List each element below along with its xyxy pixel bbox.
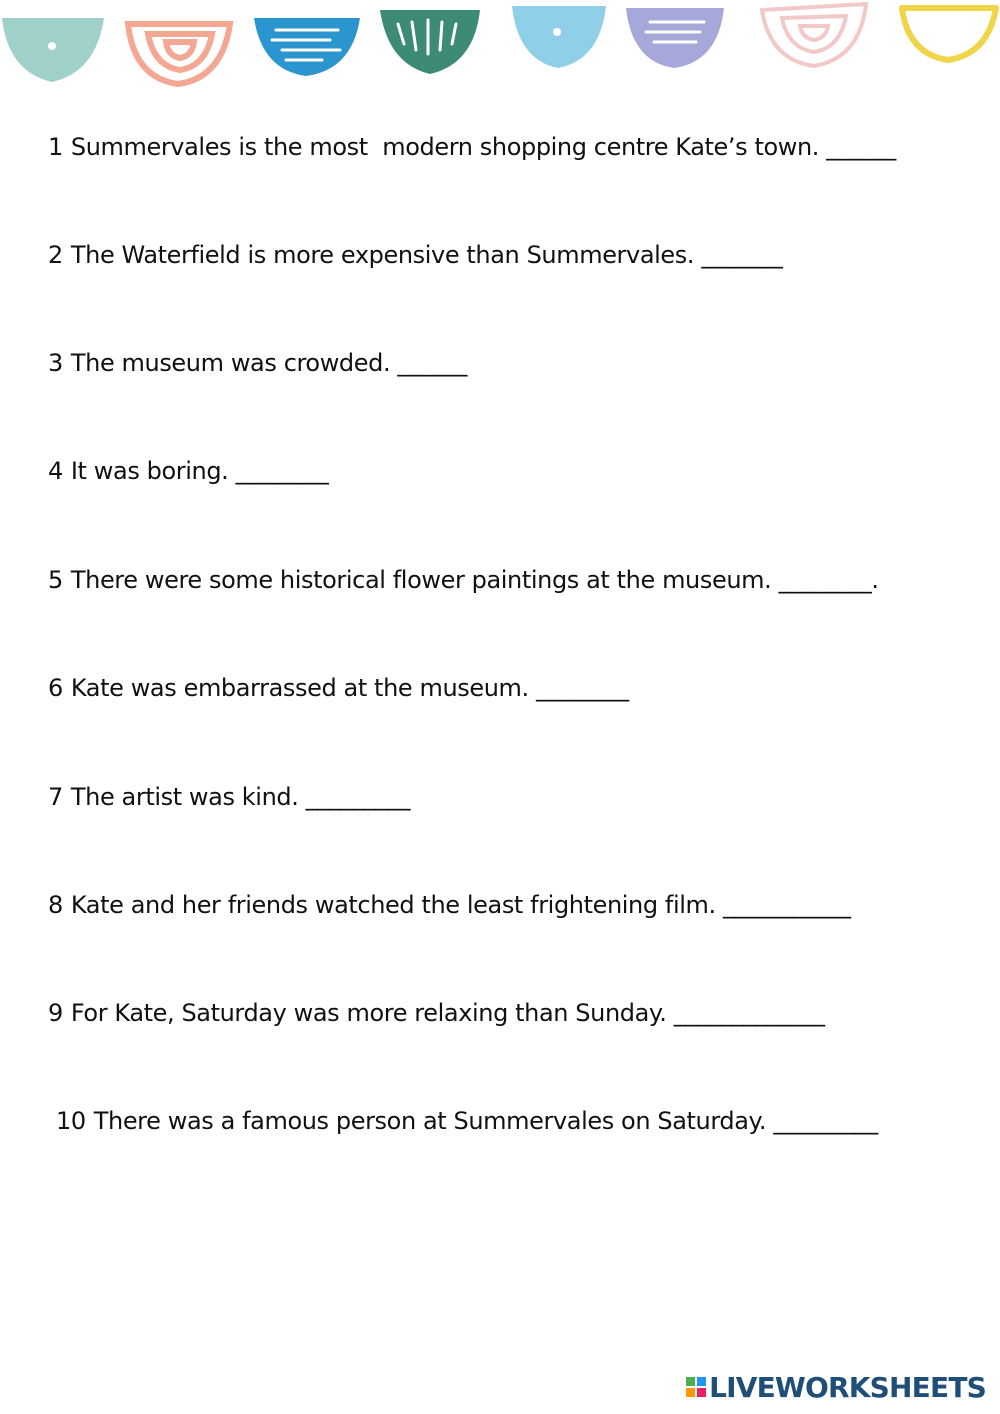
question-item: [48, 673, 988, 703]
question-number: 7: [48, 783, 63, 811]
decorative-bowls-banner: [0, 0, 1000, 95]
question-number: 2: [48, 241, 63, 269]
question-item: [48, 240, 988, 270]
question-item: [56, 1106, 996, 1136]
question-text: It was boring. ________: [70, 457, 329, 485]
question-text: Kate was embarrassed at the museum. ________: [70, 674, 629, 702]
question-number: 8: [48, 891, 63, 919]
question-item: [48, 998, 988, 1028]
question-number: 1: [48, 133, 63, 161]
yellow-outline-bowl-icon: [902, 8, 996, 60]
light-blue-bowl-icon: [512, 6, 606, 68]
question-number: 6: [48, 674, 63, 702]
question-number: 9: [48, 999, 63, 1027]
liveworksheets-brand-text: LIVEWORKSHEETS: [709, 1370, 986, 1404]
question-text: Kate and her friends watched the least frightening film. ___________: [70, 891, 851, 919]
question-number: 4: [48, 457, 63, 485]
blue-striped-bowl-icon: [254, 18, 360, 76]
question-number: 10: [56, 1107, 86, 1135]
question-text: For Kate, Saturday was more relaxing than Sunday. _____________: [70, 999, 825, 1027]
question-item: [48, 348, 988, 378]
lavender-striped-bowl-icon: [626, 8, 724, 68]
question-text: Summervales is the most modern shopping centre Kate’s town. ______: [70, 133, 896, 161]
question-item: [48, 456, 988, 486]
question-item: [48, 132, 988, 162]
liveworksheets-logo: [685, 1372, 986, 1402]
question-number: 3: [48, 349, 63, 377]
question-item: [48, 782, 988, 812]
question-text: The Waterfield is more expensive than Summervales. _______: [70, 241, 783, 269]
question-text: The museum was crowded. ______: [70, 349, 468, 377]
question-text: The artist was kind. _________: [70, 783, 411, 811]
question-text: There were some historical flower paintings at the museum. ________.: [70, 566, 879, 594]
question-item: [48, 890, 988, 920]
question-number: 5: [48, 566, 63, 594]
question-item: [48, 565, 988, 595]
green-striped-bowl-icon: [380, 10, 480, 74]
pale-pink-spiral-bowl-icon: [762, 4, 866, 66]
teal-bowl-icon: [2, 18, 104, 82]
question-text: There was a famous person at Summervales on Saturday. _________: [93, 1107, 878, 1135]
liveworksheets-logo-icon: [685, 1376, 707, 1398]
salmon-spiral-bowl-icon: [128, 24, 230, 84]
